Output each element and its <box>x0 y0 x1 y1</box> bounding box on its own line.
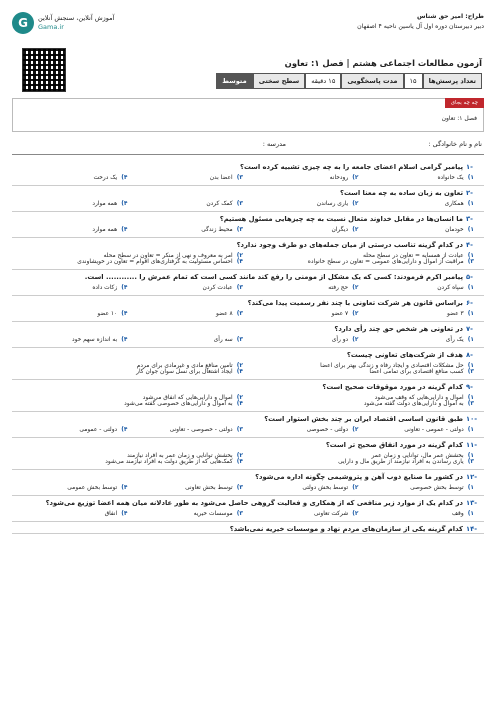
option-number: ۳) <box>236 485 243 491</box>
option-number: ۱) <box>467 395 474 401</box>
option-text: کسب منافع اقتصادی برای تمامی اعضا <box>369 369 464 375</box>
option-number: ۲) <box>352 285 359 291</box>
question-number: ۴- <box>466 241 473 249</box>
option-text: رودخانه <box>329 175 349 181</box>
question-number: ۳- <box>466 215 473 223</box>
question-item <box>12 322 484 348</box>
answer-option[interactable] <box>359 337 475 343</box>
option-text: سپاه کردن <box>437 285 464 291</box>
answer-options <box>12 281 484 295</box>
answer-option[interactable] <box>243 511 359 517</box>
answer-options <box>12 307 484 321</box>
option-text: موسسات خیریه <box>193 511 233 517</box>
answer-option[interactable] <box>12 401 243 407</box>
answer-options <box>12 481 484 495</box>
option-text: همکاری <box>444 201 464 207</box>
option-text: انفاق <box>104 511 118 517</box>
answer-option[interactable] <box>243 311 359 317</box>
option-number: ۴) <box>121 485 128 491</box>
answer-option[interactable] <box>128 511 244 517</box>
question-text: براساس قانون هر شرکت تعاونی با چند نفر رسمیت پیدا می‌کند؟ <box>247 299 463 307</box>
answer-option[interactable] <box>359 427 475 433</box>
answer-option[interactable] <box>128 485 244 491</box>
answer-option[interactable] <box>243 459 474 465</box>
question-text: ما انسان‌ها در مقابل خداوند متعال نسبت به چه چیزهایی مسئول هستیم؟ <box>219 215 463 223</box>
designer-name: طراح: امیر حق شناس <box>416 13 484 20</box>
answer-option[interactable] <box>128 175 244 181</box>
option-number: ۱) <box>467 511 474 517</box>
option-number: ۴) <box>121 201 128 207</box>
option-number: ۳) <box>236 227 243 233</box>
answer-options <box>12 171 484 185</box>
option-text: زکات داده <box>92 285 118 291</box>
question-item <box>12 496 484 522</box>
option-number: ۱) <box>467 227 474 233</box>
question-item <box>12 438 484 470</box>
question-text: تعاون به زبان ساده به چه معنا است؟ <box>340 189 463 197</box>
chapter-name: فصل ۱: تعاون <box>441 115 477 122</box>
question-text: کدام گزینه در مورد انفاق صحیح تر است؟ <box>325 441 463 449</box>
question-number: ۵- <box>466 273 473 281</box>
question-item <box>12 212 484 238</box>
option-text: اموال و دارایی‌هایی که انفاق می‌شود <box>142 395 233 401</box>
option-number: ۳) <box>236 427 243 433</box>
answer-option[interactable] <box>12 485 128 491</box>
option-text: دو رأی <box>331 337 349 343</box>
answer-option[interactable] <box>359 285 475 291</box>
question-text: در کدام گزینه تناسب درستی از میان جمله‌های دو طرف وجود ندارد؟ <box>236 241 463 249</box>
option-number: ۳) <box>236 285 243 291</box>
option-number: ۴) <box>121 511 128 517</box>
question-number: ۱- <box>466 163 473 171</box>
answer-option[interactable] <box>359 227 475 233</box>
option-text: دولتی - عمومی <box>79 427 118 433</box>
gama-logo-icon: G <box>12 12 34 34</box>
question-list <box>12 160 484 534</box>
question-number: ۶- <box>466 299 473 307</box>
option-number: ۴) <box>236 401 243 407</box>
question-item <box>12 412 484 438</box>
answer-option[interactable] <box>359 201 475 207</box>
option-text: به اموال و دارایی‌های دولت گفته می‌شود <box>363 401 464 407</box>
answer-option[interactable] <box>12 175 128 181</box>
option-number: ۲) <box>352 511 359 517</box>
option-text: ۷ عضو <box>331 311 349 317</box>
question-text: کدام گزینه در مورد موقوفات صحیح است؟ <box>322 383 463 391</box>
question-number: ۱۳- <box>466 499 478 507</box>
chapter-tag: چه چه بجای <box>445 98 484 108</box>
question-item <box>12 522 484 534</box>
option-number: ۱) <box>467 285 474 291</box>
designer-info <box>357 12 484 32</box>
option-number: ۲) <box>236 453 243 459</box>
exam-title: آزمون مطالعات اجتماعی هشتم | فصل ۱: تعاون <box>284 58 482 68</box>
answer-options <box>12 359 484 379</box>
answer-option[interactable] <box>128 337 244 343</box>
option-text: ایجاد اشتغال برای نسل سوان جوان کار <box>136 369 233 375</box>
answer-options <box>12 197 484 211</box>
answer-option[interactable] <box>243 175 359 181</box>
option-text: تامین منافع مادی و غیرمادی برای مردم <box>136 363 233 369</box>
option-text: همه موارد <box>92 201 118 207</box>
question-item <box>12 296 484 322</box>
option-number: ۳) <box>236 175 243 181</box>
option-text: به اموال و دارایی‌های خصوصی گفته می‌شود <box>124 401 233 407</box>
answer-option[interactable] <box>243 227 359 233</box>
info-duration-value: ۱۵ دقیقه <box>305 73 341 89</box>
answer-option[interactable] <box>243 485 359 491</box>
option-number: ۲) <box>352 175 359 181</box>
info-count-value: ۱۵ <box>404 73 423 89</box>
answer-option[interactable] <box>243 201 359 207</box>
option-number: ۲) <box>236 395 243 401</box>
option-text: سه رأی <box>213 337 233 343</box>
brand-site: Gama.ir <box>38 23 64 31</box>
option-text: وقف <box>451 511 464 517</box>
option-text: دولتی - خصوصی - تعاونی <box>169 427 233 433</box>
student-school-label: مدرسه : <box>262 140 286 148</box>
option-number: ۲) <box>352 311 359 317</box>
answer-options <box>12 423 484 437</box>
option-text: توسط بخش خصوصی <box>410 485 464 491</box>
option-text: همه موارد <box>92 227 118 233</box>
option-number: ۲) <box>352 201 359 207</box>
answer-option[interactable] <box>128 285 244 291</box>
option-number: ۴) <box>236 459 243 465</box>
option-number: ۲) <box>352 485 359 491</box>
option-number: ۱) <box>467 485 474 491</box>
option-text: حل مشکلات اقتصادی و ایجاد رفاه و زندگی بهتر برای اعضا <box>320 363 464 369</box>
option-text: دیگران <box>331 227 349 233</box>
info-duration-label: مدت پاسخگویی <box>341 73 403 89</box>
option-text: به اندازه سهم خود <box>71 337 118 343</box>
answer-option[interactable] <box>359 485 475 491</box>
answer-options <box>12 391 484 411</box>
option-number: ۳) <box>236 511 243 517</box>
page-header <box>12 8 484 48</box>
option-text: بخشش عمر مال، توانایی و زمان عمر <box>371 453 464 459</box>
option-number: ۲) <box>236 253 243 259</box>
question-number: ۹- <box>466 383 473 391</box>
option-text: یک خانواده <box>437 175 464 181</box>
answer-option[interactable] <box>12 337 128 343</box>
answer-option[interactable] <box>128 427 244 433</box>
option-number: ۳) <box>467 401 474 407</box>
option-text: یک رأی <box>445 337 464 343</box>
question-text: طبق قانون اساسی اقتصاد ایران بر چند بخش استوار است؟ <box>264 415 463 423</box>
option-text: ۸ عضو <box>215 311 233 317</box>
answer-options <box>12 449 484 469</box>
option-text: بخشش توانایی و زمان عمر به افراد نیازمند <box>127 453 233 459</box>
option-text: یاری رساندن <box>316 201 349 207</box>
answer-option[interactable] <box>128 311 244 317</box>
option-text: توسط بخش تعاونی <box>185 485 233 491</box>
question-number: ۱۰- <box>466 415 478 423</box>
option-text: عیادت از همسایه = تعاون در سطح محله <box>362 253 464 259</box>
info-difficulty-value: متوسط <box>216 73 252 89</box>
option-number: ۳) <box>467 459 474 465</box>
question-number: ۱۱- <box>466 441 478 449</box>
option-text: محیط زندگی <box>201 227 233 233</box>
chapter-box <box>12 98 484 132</box>
brand-title: آموزش آنلاین، سنجش آنلاین <box>38 14 115 22</box>
answer-option[interactable] <box>243 337 359 343</box>
option-number: ۴) <box>121 337 128 343</box>
answer-option[interactable] <box>359 311 475 317</box>
option-text: کمک کردن <box>206 201 233 207</box>
option-text: امر به معروف و نهی از منکر = تعاون در سطح محله <box>103 253 233 259</box>
answer-options <box>12 507 484 521</box>
option-text: حج رفته <box>328 285 349 291</box>
option-text: شرکت تعاونی <box>313 511 349 517</box>
question-number: ۷- <box>466 325 473 333</box>
option-text: دولتی - عمومی - تعاونی <box>404 427 464 433</box>
option-number: ۴) <box>121 427 128 433</box>
option-number: ۳) <box>236 201 243 207</box>
question-text: پیامبر گرامی اسلام اعضای جامعه را به چه چیزی تشبیه کرده است؟ <box>240 163 463 171</box>
answer-option[interactable] <box>243 401 474 407</box>
answer-option[interactable] <box>12 311 128 317</box>
question-item <box>12 160 484 186</box>
option-number: ۲) <box>352 337 359 343</box>
option-text: اعضا بدن <box>209 175 233 181</box>
option-text: مراقبت از اموال و دارایی‌های عمومی = تعاون در سطح خانواده <box>307 259 464 265</box>
option-text: توسط بخش عمومی <box>67 485 118 491</box>
option-number: ۴) <box>121 227 128 233</box>
option-text: کمک‌هایی که از طریق دولت به افراد نیازمند می‌شود <box>105 459 233 465</box>
option-text: توسط بخش دولتی <box>302 485 349 491</box>
option-text: ۳ عضو <box>446 311 464 317</box>
question-number: ۱۴- <box>466 525 478 533</box>
option-number: ۴) <box>121 285 128 291</box>
answer-option[interactable] <box>128 227 244 233</box>
option-number: ۳) <box>236 311 243 317</box>
answer-option[interactable] <box>12 369 243 375</box>
exam-info-bar <box>216 73 482 89</box>
option-text: دولتی - خصوصی <box>306 427 349 433</box>
student-name-label: نام و نام خانوادگی : <box>428 140 482 148</box>
brand[interactable] <box>12 12 114 34</box>
answer-option[interactable] <box>12 511 128 517</box>
option-text: خودمان <box>445 227 464 233</box>
question-number: ۸- <box>466 351 473 359</box>
answer-option[interactable] <box>243 285 359 291</box>
question-item <box>12 470 484 496</box>
option-number: ۳) <box>236 337 243 343</box>
answer-option[interactable] <box>12 201 128 207</box>
option-number: ۱) <box>467 201 474 207</box>
answer-option[interactable] <box>12 427 128 433</box>
option-text: یک درخت <box>93 175 118 181</box>
answer-option[interactable] <box>243 427 359 433</box>
question-text: در کشور ما صنایع ذوب آهن و پتروشیمی چگونه اداره می‌شود؟ <box>255 473 463 481</box>
info-difficulty-label: سطح سختی <box>253 73 306 89</box>
option-text: ۱۰ عضو <box>97 311 118 317</box>
option-number: ۴) <box>121 311 128 317</box>
answer-option[interactable] <box>128 201 244 207</box>
answer-option[interactable] <box>359 511 475 517</box>
question-text: کدام گزینه یکی از سازمان‌های مردم نهاد و موسسات خیریه نمی‌باشد؟ <box>229 525 463 533</box>
answer-option[interactable] <box>243 259 474 265</box>
answer-option[interactable] <box>12 227 128 233</box>
question-text: هدف از شرکت‌های تعاونی چیست؟ <box>346 351 463 359</box>
qr-code-icon[interactable] <box>22 48 66 92</box>
question-item <box>12 380 484 412</box>
option-number: ۴) <box>236 259 243 265</box>
question-number: ۲- <box>466 189 473 197</box>
option-text: احساس مسئولیت به گرفتاری‌های اقوام = تعاون در خویشاوندی <box>77 259 233 265</box>
question-text: در تعاونی هر شخص حق چند رأی دارد؟ <box>334 325 463 333</box>
question-text: در کدام یک از موارد زیر منافعی که از همکاری و فعالیت گروهی حاصل می‌شود به طور عادلانه میان همه اعضا توزیع می‌شود؟ <box>45 499 463 507</box>
option-number: ۲) <box>352 427 359 433</box>
teacher-school: دبیر دبیرستان دوره اول آل یاسین ناحیه ۴ اصفهان <box>357 23 484 30</box>
question-number: ۱۲- <box>466 473 478 481</box>
option-number: ۱) <box>467 337 474 343</box>
question-item <box>12 238 484 270</box>
option-number: ۴) <box>236 369 243 375</box>
option-number: ۱) <box>467 175 474 181</box>
question-item <box>12 186 484 212</box>
option-number: ۱) <box>467 253 474 259</box>
option-number: ۱) <box>467 311 474 317</box>
option-number: ۱) <box>467 363 474 369</box>
option-text: عبادت کردن <box>202 285 233 291</box>
answer-option[interactable] <box>359 175 475 181</box>
answer-options <box>12 333 484 347</box>
answer-option[interactable] <box>12 285 128 291</box>
question-text: پیامبر اکرم فرمودند: کسی که یک مشکل از مومنی را رفع کند مانند کسی است که تمام عمرش را ............ است. <box>84 273 463 281</box>
question-item <box>12 270 484 296</box>
divider <box>12 154 484 155</box>
option-number: ۱) <box>467 427 474 433</box>
answer-option[interactable] <box>12 459 243 465</box>
answer-options <box>12 249 484 269</box>
option-number: ۲) <box>236 363 243 369</box>
option-text: اموال و دارایی‌هایی که وقف می‌شود <box>374 395 464 401</box>
option-text: یاری رساندن به افراد نیازمند از طریق مال و دارایی <box>338 459 464 465</box>
question-item <box>12 348 484 380</box>
option-number: ۲) <box>352 227 359 233</box>
option-number: ۱) <box>467 453 474 459</box>
answer-option[interactable] <box>243 369 474 375</box>
answer-option[interactable] <box>12 259 243 265</box>
info-count-label: تعداد پرسش‌ها <box>423 73 482 89</box>
option-number: ۳) <box>467 369 474 375</box>
answer-options <box>12 223 484 237</box>
option-number: ۳) <box>467 259 474 265</box>
option-number: ۴) <box>121 175 128 181</box>
